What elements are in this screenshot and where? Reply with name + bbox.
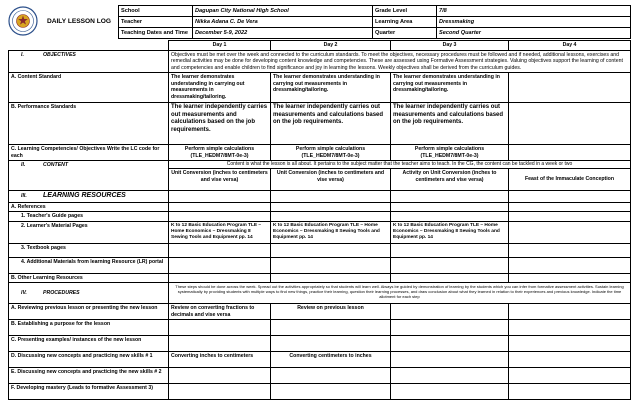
performance-standard-day2: The learner independently carries out measurements and calculations based on the job requirements.: [271, 103, 391, 145]
mastery-day3: [391, 384, 509, 400]
competencies-day4: [509, 145, 631, 161]
performance-standard-label: B. Performance Standards: [9, 103, 169, 145]
objectives-heading: I. OBJECTIVES: [9, 50, 169, 73]
mastery-row: [9, 384, 631, 400]
examples-day4: [509, 336, 631, 352]
additional-materials-row: [9, 257, 631, 273]
teacher-value: Nikka Adana C. De Vera: [193, 17, 373, 28]
content-heading: II. CONTENT: [9, 161, 169, 191]
references-day2: [271, 202, 391, 212]
dates-value: December 5-9, 2022: [193, 28, 373, 39]
additional-materials-day1: [169, 257, 271, 273]
other-resources-row: [9, 273, 631, 283]
content-day3: Activity on Unit Conversion (inches to centimeters and vise versa): [391, 169, 509, 191]
examples-day2: [271, 336, 391, 352]
examples-label: C. Presenting examples/ instances of the new lesson: [9, 336, 169, 352]
content-standard-day3: The learner demonstrates understanding in carrying out measurements in dressmaking/tailoring.: [391, 73, 509, 103]
additional-materials-label: 4. Additional Materials from learning Resource (LR) portal: [9, 257, 169, 273]
content-row: [9, 161, 631, 169]
additional-materials-day2: [271, 257, 391, 273]
other-resources-day4: [509, 273, 631, 283]
additional-materials-day3: [391, 257, 509, 273]
resources-day3: [391, 191, 509, 203]
day-3-header: Day 3: [391, 41, 509, 51]
mastery-day4: [509, 384, 631, 400]
other-resources-day2: [271, 273, 391, 283]
teachers-guide-label: 1. Teacher's Guide pages: [9, 212, 169, 222]
examples-day1: [169, 336, 271, 352]
learners-material-day1: K to 12 Basic Education Program TLE – Home Economics – Dressmaking 8 Sewing Tools and Equipment pp. 14: [169, 221, 271, 243]
performance-standard-day3: The learner independently carries out measurements and calculations based on the job requirements.: [391, 103, 509, 145]
references-row: [9, 202, 631, 212]
learners-material-label: 2. Learner's Material Pages: [9, 221, 169, 243]
review-day4: [509, 304, 631, 320]
purpose-day3: [391, 320, 509, 336]
new-concepts-1-label: D. Discussing new concepts and practicing new skills # 1: [9, 352, 169, 368]
review-label: A. Reviewing previous lesson or presenting the new lesson: [9, 304, 169, 320]
review-day1: Review on converting fractions to decimals and vise versa: [169, 304, 271, 320]
competencies-day2: Perform simple calculations (TLE_HEDM7/8MT-0e-3): [271, 145, 391, 161]
grade-label: Grade Level: [373, 6, 437, 17]
content-standard-day4: [509, 73, 631, 103]
objectives-row: [9, 50, 631, 73]
performance-standard-day4: [509, 103, 631, 145]
school-value: Dagupan City National High School: [193, 6, 373, 17]
document-title: DAILY LESSON LOG: [46, 17, 112, 25]
teachers-guide-day4: [509, 212, 631, 222]
grade-value: 7/8: [437, 6, 631, 17]
competencies-label: C. Learning Competencies/ Objectives Write the LC code for each: [9, 145, 169, 161]
learners-material-day3: K to 12 Basic Education Program TLE – Home Economics – Dressmaking 8 Sewing Tools and Equipment pp. 14: [391, 221, 509, 243]
review-row: [9, 304, 631, 320]
learners-material-day4: [509, 221, 631, 243]
day-1-header: Day 1: [169, 41, 271, 51]
content-day1: Unit Conversion (inches to centimeters and vise versa): [169, 169, 271, 191]
purpose-day2: [271, 320, 391, 336]
content-standard-row: [9, 73, 631, 103]
purpose-day4: [509, 320, 631, 336]
day-header-blank: [9, 41, 169, 51]
content-day2: Unit Conversion (inches to centimeters and vise versa): [271, 169, 391, 191]
performance-standard-row: [9, 103, 631, 145]
examples-day3: [391, 336, 509, 352]
area-label: Learning Area: [373, 17, 437, 28]
header: [8, 5, 630, 37]
competencies-day3: Perform simple calculations (TLE_HEDM7/8MT-0e-3): [391, 145, 509, 161]
references-day4: [509, 202, 631, 212]
resources-row: [9, 191, 631, 203]
new-concepts-2-day1: [169, 368, 271, 384]
learners-material-row: [9, 221, 631, 243]
new-concepts-2-label: E. Discussing new concepts and practicing the new skills # 2: [9, 368, 169, 384]
review-day2: Review on previous lesson: [271, 304, 391, 320]
other-resources-label: B. Other Learning Resources: [9, 273, 169, 283]
teachers-guide-row: [9, 212, 631, 222]
purpose-day1: [169, 320, 271, 336]
procedures-heading: IV. PROCEDURES: [9, 283, 169, 304]
performance-standard-day1: The learner independently carries out measurements and calculations based on the job requirements.: [169, 103, 271, 145]
content-standard-day1: The learner demonstrates understanding in carrying out measurements in dressmaking/tailoring.: [169, 73, 271, 103]
dates-label: Teaching Dates and Time: [119, 28, 193, 39]
resources-day1: [169, 191, 271, 203]
teacher-label: Teacher: [119, 17, 193, 28]
mastery-label: F. Developing mastery (Leads to formative Assessment 3): [9, 384, 169, 400]
references-day3: [391, 202, 509, 212]
learners-material-day2: K to 12 Basic Education Program TLE – Home Economics – Dressmaking 8 Sewing Tools and Equipment pp. 14: [271, 221, 391, 243]
other-resources-day1: [169, 273, 271, 283]
examples-row: [9, 336, 631, 352]
content-note: Content is what the lesson is all about. It pertains to the subject matter that the teacher aims to teach. In the CG, the content can be tackled in a week or two: [169, 161, 631, 169]
resources-day4: [509, 191, 631, 203]
school-label: School: [119, 6, 193, 17]
review-day3: [391, 304, 509, 320]
new-concepts-2-day2: [271, 368, 391, 384]
day-header-row: [9, 41, 631, 51]
additional-materials-day4: [509, 257, 631, 273]
purpose-label: B. Establishing a purpose for the lesson: [9, 320, 169, 336]
day-4-header: Day 4: [509, 41, 631, 51]
deped-seal-icon: [8, 6, 38, 36]
textbook-label: 3. Textbook pages: [9, 243, 169, 257]
procedures-row: [9, 283, 631, 304]
content-standard-day2: The learner demonstrates understanding in carrying out measurements in dressmaking/tailoring.: [271, 73, 391, 103]
new-concepts-1-day1: Converting inches to centimeters: [169, 352, 271, 368]
teachers-guide-day1: [169, 212, 271, 222]
lesson-table: [8, 40, 631, 400]
day-2-header: Day 2: [271, 41, 391, 51]
content-day4: Feast of the Immaculate Conception: [509, 169, 631, 191]
procedures-note: These steps should be done across the week. Spread out the activities appropriately so that students will learn well. Always be guided by demonstration of learning by the students which you can infer from formative assessment activities. Sustain learning systematically by providing students with multiple ways to find new things, practice their learning, question their learning processes, and draw conclusion about what they learned in relation to their experiences and previous knowledge. Indicate the time allotment for each step: [169, 283, 631, 304]
mastery-day1: [169, 384, 271, 400]
competencies-row: [9, 145, 631, 161]
objectives-note: Objectives must be met over the week and connected to the curriculum standards. To meet the objectives, necessary procedures must be followed and if needed, additional lessons, exercises and remedial activities may be done for developing content knowledge and competencies. These are assessed using Formative Assessment strategies. Valuing objectives support the learning of content and competencies and enable children to find significance and joy in learning the lessons. Weekly objectives shall be derived from the curriculum guides.: [169, 50, 631, 73]
purpose-row: [9, 320, 631, 336]
textbook-day4: [509, 243, 631, 257]
quarter-value: Second Quarter: [437, 28, 631, 39]
new-concepts-2-row: [9, 368, 631, 384]
teachers-guide-day2: [271, 212, 391, 222]
resources-heading: III. LEARNING RESOURCES: [9, 191, 169, 203]
resources-day2: [271, 191, 391, 203]
area-value: Dressmaking: [437, 17, 631, 28]
references-label: A. References: [9, 202, 169, 212]
teachers-guide-day3: [391, 212, 509, 222]
references-day1: [169, 202, 271, 212]
new-concepts-1-row: [9, 352, 631, 368]
textbook-day2: [271, 243, 391, 257]
textbook-day3: [391, 243, 509, 257]
textbook-row: [9, 243, 631, 257]
content-standard-label: A. Content Standard: [9, 73, 169, 103]
other-resources-day3: [391, 273, 509, 283]
new-concepts-1-day2: Converting centimeters to inches: [271, 352, 391, 368]
new-concepts-1-day4: [509, 352, 631, 368]
info-table: [118, 5, 631, 39]
mastery-day2: [271, 384, 391, 400]
competencies-day1: Perform simple calculations (TLE_HEDM7/8MT-0e-3): [169, 145, 271, 161]
textbook-day1: [169, 243, 271, 257]
new-concepts-2-day3: [391, 368, 509, 384]
new-concepts-2-day4: [509, 368, 631, 384]
quarter-label: Quarter: [373, 28, 437, 39]
new-concepts-1-day3: [391, 352, 509, 368]
